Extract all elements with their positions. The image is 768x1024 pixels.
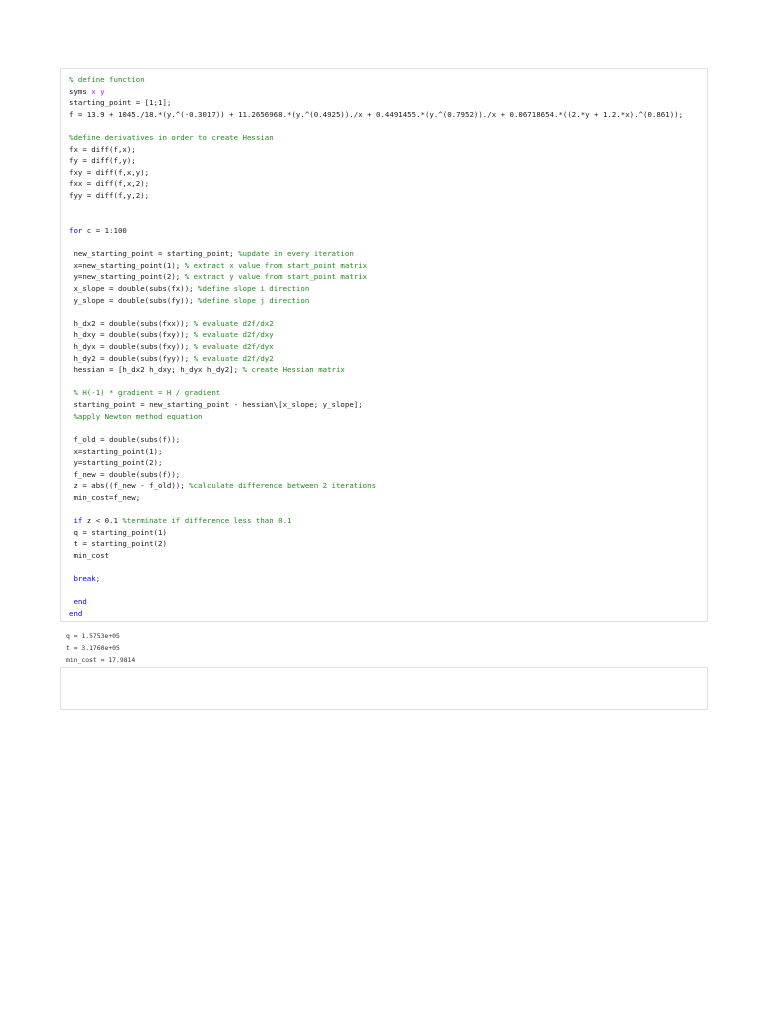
code-token-comment: % define function: [69, 75, 145, 84]
code-token-code: fyy = diff(f,y,2);: [69, 191, 150, 201]
code-line: [69, 387, 683, 399]
code-token-code: f_old = double(subs(f));: [69, 434, 181, 444]
code-line: [69, 144, 683, 156]
code-line: [69, 422, 683, 434]
code-token-comment: % evaluate d2f/dxy: [193, 330, 274, 340]
code-token-keyword: if: [69, 516, 83, 526]
code-token-comment: % evaluate d2f/dx2: [193, 318, 274, 328]
code-line: [69, 213, 683, 225]
empty-code-cell[interactable]: [60, 667, 708, 710]
code-line: [69, 457, 683, 469]
code-line: [69, 480, 683, 492]
code-token-code: h_dx2 = double(subs(fxx));: [69, 318, 194, 328]
code-line: [69, 167, 683, 179]
code-line: [69, 295, 683, 307]
code-line: [69, 469, 683, 481]
code-line: [69, 318, 683, 330]
code-line: [69, 202, 683, 214]
code-line: [69, 248, 683, 260]
code-token-code: y=starting_point(2);: [69, 458, 163, 468]
code-line: [69, 434, 683, 446]
code-line: [69, 74, 683, 86]
code-token-comment: % extract x value from start_point matrix: [184, 260, 368, 270]
code-token-comment: % H(-1) * gradient = H / gradient: [69, 388, 221, 398]
code-token-code: x=starting_point(1);: [69, 446, 163, 456]
code-token-code: syms: [69, 86, 92, 96]
code-line: [69, 527, 683, 539]
code-token-comment: % create Hessian matrix: [242, 365, 345, 375]
code-line: [69, 353, 683, 365]
command-output: [66, 630, 366, 666]
code-token-code: x=new_starting_point(1);: [69, 260, 185, 270]
code-line: [69, 515, 683, 527]
code-line: [69, 550, 683, 562]
code-token-comment: %apply Newton method equation: [69, 411, 203, 421]
code-line: [69, 562, 683, 574]
code-token-code: starting_point = [1;1];: [69, 98, 172, 108]
code-line: [69, 329, 683, 341]
code-cell[interactable]: [60, 68, 708, 622]
code-token-code: y=new_starting_point(2);: [69, 272, 185, 282]
code-line: [69, 132, 683, 144]
code-token-code: t = starting_point(2): [69, 539, 167, 549]
code-token-comment: %terminate if difference less than 0.1: [122, 516, 292, 526]
code-line: [69, 283, 683, 295]
code-line: [69, 237, 683, 249]
code-token-code: min_cost=f_new;: [69, 492, 141, 502]
code-token-code: fxy = diff(f,x,y);: [69, 167, 150, 177]
code-line: [69, 341, 683, 353]
code-token-code: h_dxy = double(subs(fxy));: [69, 330, 194, 340]
code-token-code: h_dyx = double(subs(fxy));: [69, 342, 194, 352]
code-line: [69, 155, 683, 167]
code-line: [69, 504, 683, 516]
code-token-code: c = 1:100: [82, 225, 127, 235]
code-token-code: z < 0.1: [82, 516, 123, 526]
code-line: [69, 86, 683, 98]
code-token-comment: % extract y value from start_point matrix: [184, 272, 368, 282]
code-token-code: x_slope = double(subs(fx));: [69, 283, 199, 293]
code-token-code: y_slope = double(subs(fy));: [69, 295, 199, 305]
code-line: [69, 608, 683, 620]
code-line: [69, 260, 683, 272]
code-line: [69, 376, 683, 388]
code-line: [69, 596, 683, 608]
code-line: [69, 492, 683, 504]
code-line: [69, 97, 683, 109]
code-token-code: starting_point = new_starting_point - hessian\[x_slope; y_slope];: [69, 400, 363, 410]
code-line: [69, 178, 683, 190]
code-token-code: hessian = [h_dx2 h_dxy; h_dyx h_dy2];: [69, 365, 243, 375]
code-token-string: x y: [91, 86, 105, 96]
code-line: [69, 364, 683, 376]
code-token-code: min_cost: [69, 550, 110, 560]
code-token-comment: %define derivatives in order to create Hessian: [69, 133, 274, 143]
code-line: [69, 538, 683, 550]
code-line: [69, 585, 683, 597]
code-line: [69, 225, 683, 237]
code-token-code: f = 13.9 + 1045./18.*(y.^(-0.3017)) + 11.2656968.*(y.^(0.4925))./x + 0.4491455.*(y.^(0.7952))./x + 0.06718654.*((2.*y + 1.2.*x).^(0.861));: [69, 109, 684, 119]
code-token-keyword: for: [69, 225, 83, 235]
code-token-comment: %calculate difference between 2 iterations: [189, 481, 377, 491]
code-line: [69, 306, 683, 318]
code-token-comment: %define slope j direction: [198, 295, 310, 305]
code-token-code: fxx = diff(f,x,2);: [69, 179, 150, 189]
code-token-code: f_new = double(subs(f));: [69, 469, 181, 479]
output-line: q = 1.5753e+05: [66, 632, 120, 640]
code-line: [69, 446, 683, 458]
code-token-code: new_starting_point = starting_point;: [69, 249, 239, 259]
code-editor[interactable]: [69, 74, 683, 620]
output-line: t = 3.1760e+05: [66, 644, 120, 652]
code-line: [69, 271, 683, 283]
code-token-comment: % evaluate d2f/dy2: [193, 353, 274, 363]
code-line: [69, 411, 683, 423]
output-line: min_cost = 17.9814: [66, 656, 136, 664]
code-token-code: fx = diff(f,x);: [69, 144, 136, 154]
code-token-keyword: break: [69, 574, 96, 584]
code-line: [69, 120, 683, 132]
code-token-keyword: end: [69, 609, 83, 619]
code-token-comment: %update in every iteration: [238, 249, 354, 259]
code-line: [69, 399, 683, 411]
code-token-comment: %define slope i direction: [198, 283, 310, 293]
code-token-code: q = starting_point(1): [69, 527, 167, 537]
code-line: [69, 109, 683, 121]
code-token-code: fy = diff(f,y);: [69, 156, 136, 166]
code-line: [69, 573, 683, 585]
code-token-code: z = abs((f_new - f_old));: [69, 481, 190, 491]
code-line: [69, 190, 683, 202]
code-token-keyword: end: [69, 597, 87, 607]
code-token-code: ;: [95, 574, 101, 584]
code-token-code: h_dy2 = double(subs(fyy));: [69, 353, 194, 363]
code-token-comment: % evaluate d2f/dyx: [193, 342, 274, 352]
